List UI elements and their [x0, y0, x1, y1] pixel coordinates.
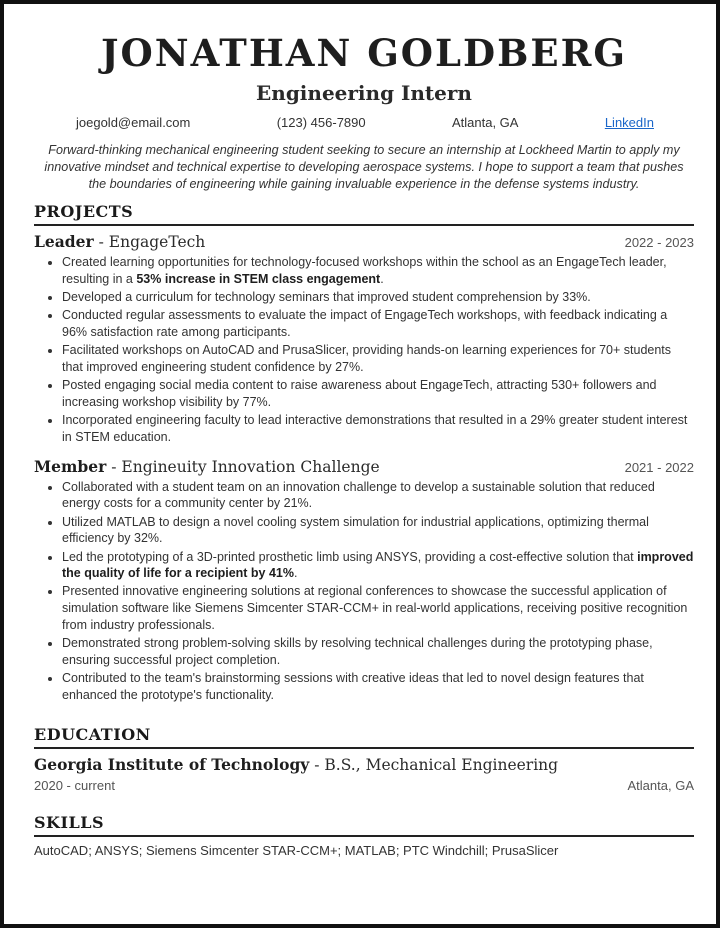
- project-org: Engineuity Innovation Challenge: [121, 457, 380, 476]
- bullet-text: Demonstrated strong problem-solving skills by resolving technical challenges during the prototyping phase, ensuring successful project completion.: [62, 636, 653, 667]
- bullet-text: Developed a curriculum for technology seminars that improved student comprehension by 33%.: [62, 289, 591, 304]
- linkedin-link[interactable]: LinkedIn: [604, 115, 654, 130]
- bullet-item: [62, 670, 694, 703]
- education-dates: 2020 - current: [34, 778, 115, 794]
- project-entry-header: [34, 232, 694, 251]
- candidate-name: JONATHAN GOLDBERG: [101, 31, 627, 75]
- bullet-highlight: 53% increase in STEM class engagement: [136, 271, 381, 286]
- bullet-highlight: improved the quality of life for a recipient by 41%: [62, 549, 694, 581]
- bullet-item: [62, 412, 694, 445]
- project-title: [34, 457, 380, 476]
- education-location: Atlanta, GA: [627, 778, 694, 794]
- location-text: Atlanta, GA: [451, 115, 519, 130]
- project-bullets: [34, 254, 694, 445]
- bullet-text: Facilitated workshops on AutoCAD and PrusaSlicer, providing hands-on learning experiences for 70+ students that improved engineering student confidence by 27%.: [62, 343, 672, 374]
- project-role: Leader: [34, 232, 94, 251]
- bullet-item: [62, 289, 694, 306]
- education-title: [34, 755, 558, 774]
- bullet-item: [62, 635, 694, 668]
- bullet-item: [62, 549, 694, 582]
- bullet-item: [62, 307, 694, 340]
- project-separator: -: [106, 457, 122, 476]
- bullet-item: [62, 479, 694, 512]
- bullet-text-end: .: [294, 566, 298, 581]
- project-dates: 2021 - 2022: [624, 459, 694, 475]
- project-bullets: [34, 479, 694, 704]
- bullet-text: Incorporated engineering faculty to lead interactive demonstrations that resulted in a 29% greater student interest in STEM education.: [62, 412, 688, 444]
- bullet-text: Presented innovative engineering solutions at regional conferences to showcase the successful application of simulation software like Siemens Simcenter STAR-CCM+ in real-world applications, receiving positive recognition from industry professionals.: [62, 584, 688, 632]
- bullet-text: Utilized MATLAB to design a novel cooling system simulation for industrial applications, optimizing thermal efficiency by 32%.: [62, 514, 649, 546]
- bullet-item: [62, 583, 694, 633]
- skills-heading: SKILLS: [34, 813, 694, 837]
- bullet-text-end: .: [380, 271, 384, 286]
- projects-heading: PROJECTS: [34, 202, 694, 226]
- project-entry-header: [34, 457, 694, 476]
- resume-content: [34, 28, 694, 858]
- skills-list: AutoCAD; ANSYS; Siemens Simcenter STAR-CCM+; MATLAB; PTC Windchill; PrusaSlicer: [34, 843, 559, 859]
- education-meta: [34, 778, 694, 793]
- bullet-text: Conducted regular assessments to evaluate the impact of EngageTech workshops, with feedback indicating a 96% satisfaction rate among participants.: [62, 308, 668, 339]
- bullet-item: [62, 514, 694, 547]
- bullet-text: Contributed to the team's brainstorming sessions with creative ideas that led to novel design features that enhanced the prototype's functionality.: [62, 670, 644, 702]
- project-title: [34, 232, 205, 251]
- bullet-text: Led the prototyping of a 3D-printed prosthetic limb using ANSYS, providing a cost-effective solution that: [62, 549, 638, 564]
- phone-text: (123) 456-7890: [276, 115, 366, 130]
- project-org: EngageTech: [108, 233, 206, 251]
- degree-text: B.S., Mechanical Engineering: [324, 756, 559, 775]
- education-heading: EDUCATION: [34, 725, 694, 749]
- education-entry: [34, 755, 694, 774]
- bullet-text: Collaborated with a student team on an innovation challenge to develop a sustainable solution that reduced energy costs for a community center by 21%.: [62, 479, 655, 511]
- project-dates: 2022 - 2023: [624, 235, 694, 250]
- candidate-role: Engineering Intern: [256, 81, 472, 105]
- project-separator: -: [93, 233, 109, 251]
- project-role: Member: [34, 456, 107, 476]
- bullet-text: Posted engaging social media content to raise awareness about EngageTech, attracting 530+ followers and increasing workshop visibility by 77%.: [62, 377, 657, 409]
- bullet-item: [62, 342, 694, 375]
- education-separator: -: [309, 756, 325, 775]
- contact-row: [34, 115, 694, 130]
- bullet-item: [62, 254, 694, 287]
- bullet-text: Created learning opportunities for technology-focused workshops within the school as an EngageTech leader, resulting in a: [62, 255, 667, 286]
- projects-list: [34, 232, 694, 703]
- summary-paragraph: Forward-thinking mechanical engineering student seeking to secure an internship at Lockheed Martin to apply my innovative mindset and technical expertise to developing aerospace systems. I hope to support a team that pushes the boundaries of engineering while gaining invaluable experience in the defense systems industry.: [44, 143, 684, 191]
- school-name: Georgia Institute of Technology: [34, 755, 310, 775]
- bullet-item: [62, 377, 694, 410]
- email-text: joegold@email.com: [76, 115, 191, 130]
